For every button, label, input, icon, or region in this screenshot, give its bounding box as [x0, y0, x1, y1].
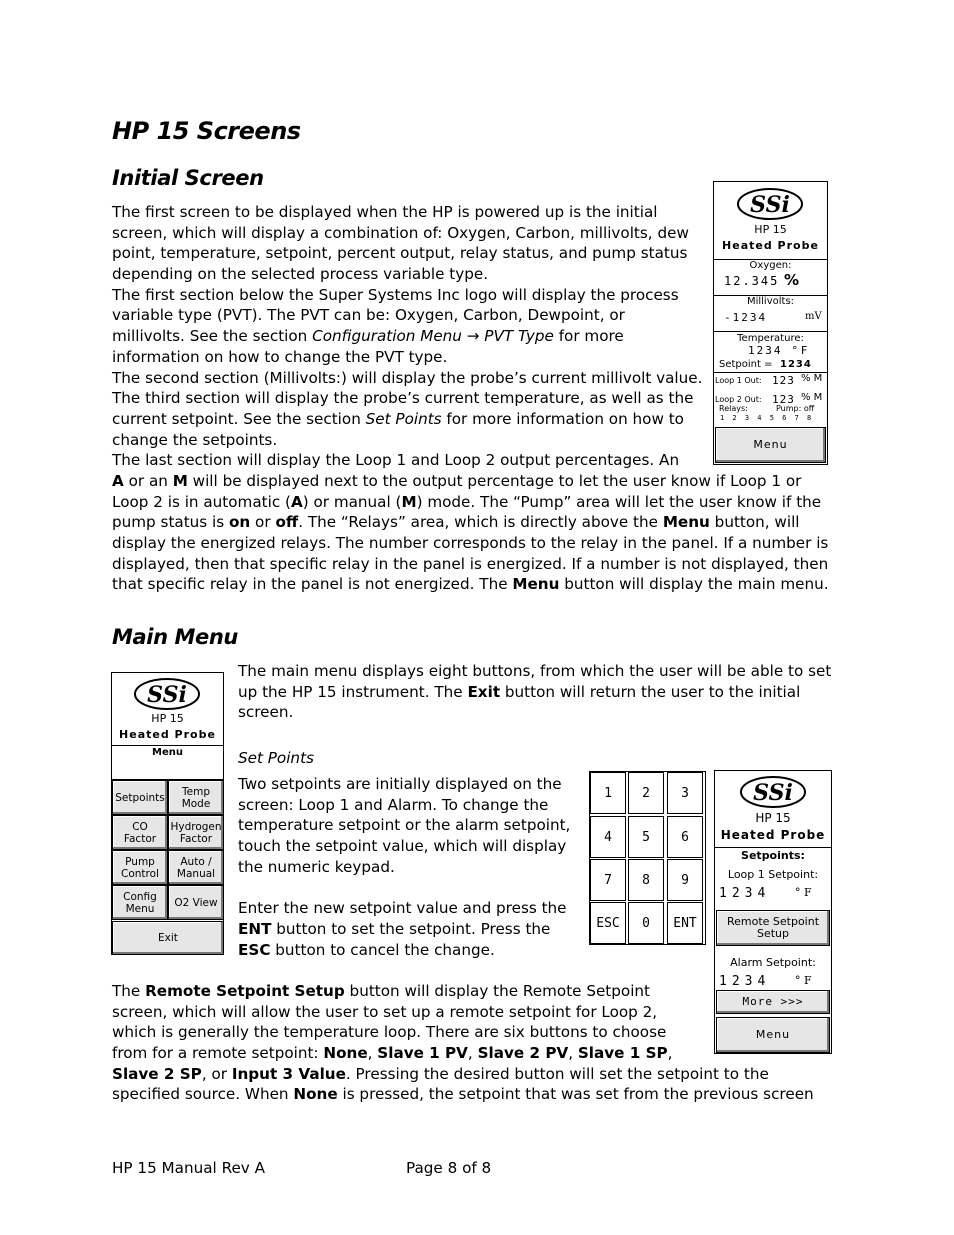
bold-span: Slave 1 SP — [577, 1044, 668, 1063]
initial-screen-paragraph — [112, 202, 702, 471]
section-heading-initial-screen: Initial Screen — [112, 166, 264, 190]
text-line — [112, 1064, 842, 1085]
text-span: button will return the user to the initial — [500, 682, 801, 701]
text-line: screen, which will allow the user to set up a remote setpoint for Loop 2, — [112, 1002, 658, 1021]
config-menu-button[interactable]: Config Menu — [112, 885, 168, 920]
temperature-label: Temperature: — [737, 333, 804, 344]
key-7[interactable]: 7 — [590, 859, 626, 901]
ssi-logo-icon — [133, 676, 201, 712]
text-line: The third section will display the probe’s current temperature, as well as the — [112, 389, 694, 408]
bold-span: off — [275, 513, 299, 532]
text-line — [112, 409, 702, 430]
setpoint-value[interactable]: 1234 — [780, 359, 812, 370]
link-reference: Set Points — [365, 409, 442, 428]
oxygen-value[interactable]: 12.345 — [724, 274, 780, 288]
model-label: HP 15 — [151, 712, 184, 725]
bold-span: A — [290, 492, 303, 511]
text-span: or — [250, 513, 276, 532]
subtitle-label: Heated Probe — [119, 728, 216, 741]
bold-span: ESC — [238, 940, 271, 959]
text-span: . Pressing the desired button will set the setpoint to the — [345, 1064, 769, 1083]
millivolts-unit: mV — [805, 311, 822, 322]
millivolts-label: Millivolts: — [746, 296, 795, 307]
setpoints-button[interactable]: Setpoints — [112, 780, 168, 815]
text-span: for more — [553, 327, 624, 346]
text-line — [112, 1043, 842, 1064]
bold-span: M — [401, 492, 417, 511]
bold-span: Menu — [512, 575, 560, 594]
text-span: ) or manual ( — [302, 492, 402, 511]
text-line: depending on the selected process variable type. — [112, 265, 489, 284]
main-menu-screen-image — [111, 672, 224, 955]
co-factor-button[interactable]: CO Factor — [112, 815, 168, 850]
bold-span: None — [323, 1044, 368, 1063]
bold-span: None — [293, 1085, 338, 1104]
model-label: HP 15 — [755, 811, 791, 825]
text-span: or an — [123, 472, 173, 490]
text-span: , — [467, 1044, 478, 1063]
bold-span: Slave 2 SP — [112, 1064, 202, 1083]
text-line: the numeric keypad. — [238, 857, 395, 876]
text-line: The second section (Millivolts:) will display the probe’s current millivolt value. — [112, 368, 703, 387]
text-line: touch the setpoint value, which will display — [238, 837, 567, 856]
loop1-value: 123 — [772, 374, 795, 387]
text-line: The first screen to be displayed when the HP is powered up is the initial — [112, 203, 658, 221]
key-esc[interactable]: ESC — [590, 902, 626, 944]
divider — [714, 331, 827, 332]
key-3[interactable]: 3 — [667, 772, 703, 814]
oxygen-label: Oxygen: — [749, 260, 792, 271]
section-heading-main-menu: Main Menu — [112, 625, 238, 649]
loop1-setpoint-label: Loop 1 Setpoint: — [727, 868, 819, 881]
divider — [112, 745, 223, 746]
auto-manual-button[interactable]: Auto / Manual — [168, 850, 224, 885]
exit-button[interactable]: Exit — [112, 921, 224, 955]
text-span: current setpoint. See the section — [112, 409, 366, 428]
bold-span: M — [172, 472, 188, 490]
temperature-value: 1234 — [748, 344, 783, 357]
bold-span: Slave 2 PV — [477, 1044, 569, 1063]
alarm-setpoint-label: Alarm Setpoint: — [730, 956, 816, 969]
pump-control-button[interactable]: Pump Control — [112, 850, 168, 885]
loop2-value: 123 — [772, 393, 795, 406]
text-line: which is generally the temperature loop. There are six buttons to choose — [112, 1023, 667, 1042]
blank-line — [238, 877, 578, 898]
text-span: specified source. When — [112, 1085, 294, 1104]
text-line — [112, 574, 842, 595]
text-line — [112, 512, 842, 533]
text-span: . The “Relays” area, which is directly above the — [298, 513, 663, 532]
text-span: for more information on how to — [441, 409, 684, 428]
text-line — [112, 1084, 842, 1105]
alarm-setpoint-unit: ° F — [795, 974, 812, 987]
pump-label: Pump: off — [776, 404, 815, 413]
logo-text: SSi — [750, 192, 790, 218]
alarm-setpoint-value[interactable]: 1234 — [719, 974, 771, 989]
footer-page-number: Page 8 of 8 — [406, 1159, 492, 1177]
more-button[interactable]: More >>> — [716, 990, 830, 1014]
footer-left: HP 15 Manual Rev A — [112, 1159, 265, 1177]
set-points-heading — [238, 748, 314, 769]
page-title: HP 15 Screens — [112, 117, 301, 145]
text-line: display the energized relays. The number corresponds to the relay in the panel. If a number is — [112, 534, 829, 553]
text-line: Enter the new setpoint value and press the — [238, 899, 567, 918]
remote-setpoint-paragraph — [112, 981, 842, 1105]
text-line — [112, 492, 842, 513]
text-span: up the HP 15 instrument. The — [238, 682, 468, 701]
loop2-label: Loop 2 Out: — [715, 395, 762, 404]
text-span: button will display the Remote Setpoint — [344, 982, 650, 1000]
text-span: , — [367, 1044, 378, 1063]
setpoints-label: Setpoints: — [741, 849, 805, 862]
ssi-logo-icon — [736, 186, 804, 222]
text-line: variable type (PVT). The PVT can be: Oxygen, Carbon, Dewpoint, or — [112, 306, 625, 325]
text-span: , — [568, 1044, 578, 1063]
temperature-unit: ° F — [792, 344, 808, 357]
bold-span: A — [112, 472, 124, 490]
text-line: The main menu displays eight buttons, from which the user will be able to set — [238, 662, 832, 680]
key-6[interactable]: 6 — [667, 816, 703, 858]
main-menu-paragraph — [238, 661, 838, 723]
o2-view-button[interactable]: O2 View — [168, 885, 224, 920]
key-1[interactable]: 1 — [590, 772, 626, 814]
text-line: change the setpoints. — [112, 430, 278, 449]
text-span: The — [112, 982, 146, 1000]
key-ent[interactable]: ENT — [667, 902, 703, 944]
loop1-unit: % M — [801, 373, 823, 384]
bold-span: ENT — [238, 919, 272, 938]
text-span: that specific relay in the panel is not energized. The — [112, 575, 513, 594]
subtitle-label: Heated Probe — [722, 239, 819, 252]
subtitle-label: Heated Probe — [720, 828, 826, 842]
text-span: will be displayed next to the output percentage to let the user know if Loop 1 or — [187, 472, 802, 490]
set-points-paragraph — [238, 774, 578, 960]
text-span: is pressed, the setpoint that was set from the previous screen — [337, 1085, 814, 1104]
link-reference: Configuration Menu → PVT Type — [312, 327, 554, 346]
text-span: button will display the main menu. — [559, 575, 829, 594]
loop1-setpoint-value[interactable]: 1234 — [719, 886, 771, 901]
text-line: The first section below the Super Systems Inc logo will display the process — [112, 285, 679, 304]
key-8[interactable]: 8 — [628, 859, 664, 901]
text-span: pump status is — [112, 513, 229, 532]
remote-setpoint-setup-button[interactable]: Remote Setpoint Setup — [716, 910, 830, 946]
setpoint-label: Setpoint = — [719, 359, 773, 370]
hydrogen-factor-button[interactable]: Hydrogen Factor — [168, 815, 224, 850]
divider — [715, 847, 831, 848]
text-span: from for a remote setpoint: — [112, 1044, 324, 1063]
logo-text: SSi — [147, 682, 187, 708]
key-0[interactable]: 0 — [628, 902, 664, 944]
ssi-logo-icon — [739, 774, 807, 810]
menu-label: Menu — [152, 747, 183, 758]
initial-screen-paragraph-cont — [112, 471, 842, 595]
logo-text: SSi — [753, 780, 793, 806]
bold-span: Exit — [467, 682, 501, 701]
text-span: Loop 2 is in automatic ( — [112, 492, 291, 511]
text-line: screen, which will display a combination of: Oxygen, Carbon, millivolts, dew — [112, 223, 689, 242]
menu-button[interactable]: Menu — [716, 1017, 830, 1053]
relays-label: Relays: — [719, 404, 748, 413]
text-line — [238, 682, 838, 703]
model-label: HP 15 — [754, 223, 787, 236]
initial-screen-image — [713, 181, 828, 465]
italic-span: Set Points — [238, 749, 314, 767]
bold-span: Input 3 Value — [231, 1064, 346, 1083]
text-line: information on how to change the PVT type. — [112, 347, 448, 366]
bold-span: on — [228, 513, 251, 532]
loop1-setpoint-unit: ° F — [795, 886, 812, 899]
text-line: The last section will display the Loop 1 and Loop 2 output percentages. An — [112, 451, 680, 470]
text-line — [238, 940, 578, 961]
key-5[interactable]: 5 — [628, 816, 664, 858]
text-span: , — [667, 1044, 673, 1063]
text-span: button to set the setpoint. Press the — [271, 919, 551, 938]
numeric-keypad-image — [589, 771, 706, 945]
bold-span: Slave 1 PV — [377, 1044, 468, 1063]
text-span: button to cancel the change. — [270, 940, 495, 959]
text-line — [112, 981, 842, 1002]
text-span: , or — [201, 1064, 232, 1083]
menu-button[interactable]: Menu — [715, 427, 826, 463]
text-line — [112, 471, 842, 492]
text-line — [112, 326, 702, 347]
text-line: temperature setpoint or the alarm setpoint, — [238, 816, 571, 835]
text-line: Two setpoints are initially displayed on the — [238, 775, 562, 793]
text-span: button, will — [709, 513, 800, 532]
key-9[interactable]: 9 — [667, 859, 703, 901]
temp-mode-button[interactable]: Temp Mode — [168, 780, 224, 815]
relay-digits: 1 2 3 4 5 6 7 8 — [720, 414, 814, 422]
oxygen-unit: % — [784, 271, 800, 289]
millivolts-value: -1234 — [724, 311, 768, 324]
bold-span: Remote Setpoint Setup — [145, 982, 345, 1000]
text-line: point, temperature, setpoint, percent output, relay status, and pump status — [112, 244, 688, 263]
bold-span: Menu — [662, 513, 710, 532]
loop1-label: Loop 1 Out: — [715, 376, 762, 385]
text-line: screen: Loop 1 and Alarm. To change the — [238, 795, 549, 814]
text-line: displayed, then that specific relay in the panel is energized. If a number is not displayed, then — [112, 554, 829, 573]
text-line: screen. — [238, 703, 294, 722]
key-2[interactable]: 2 — [628, 772, 664, 814]
key-4[interactable]: 4 — [590, 816, 626, 858]
text-span: millivolts. See the section — [112, 327, 313, 346]
loop2-unit: % M — [801, 392, 823, 403]
text-line — [238, 919, 578, 940]
text-span: ) mode. The “Pump” area will let the user know if the — [416, 492, 822, 511]
